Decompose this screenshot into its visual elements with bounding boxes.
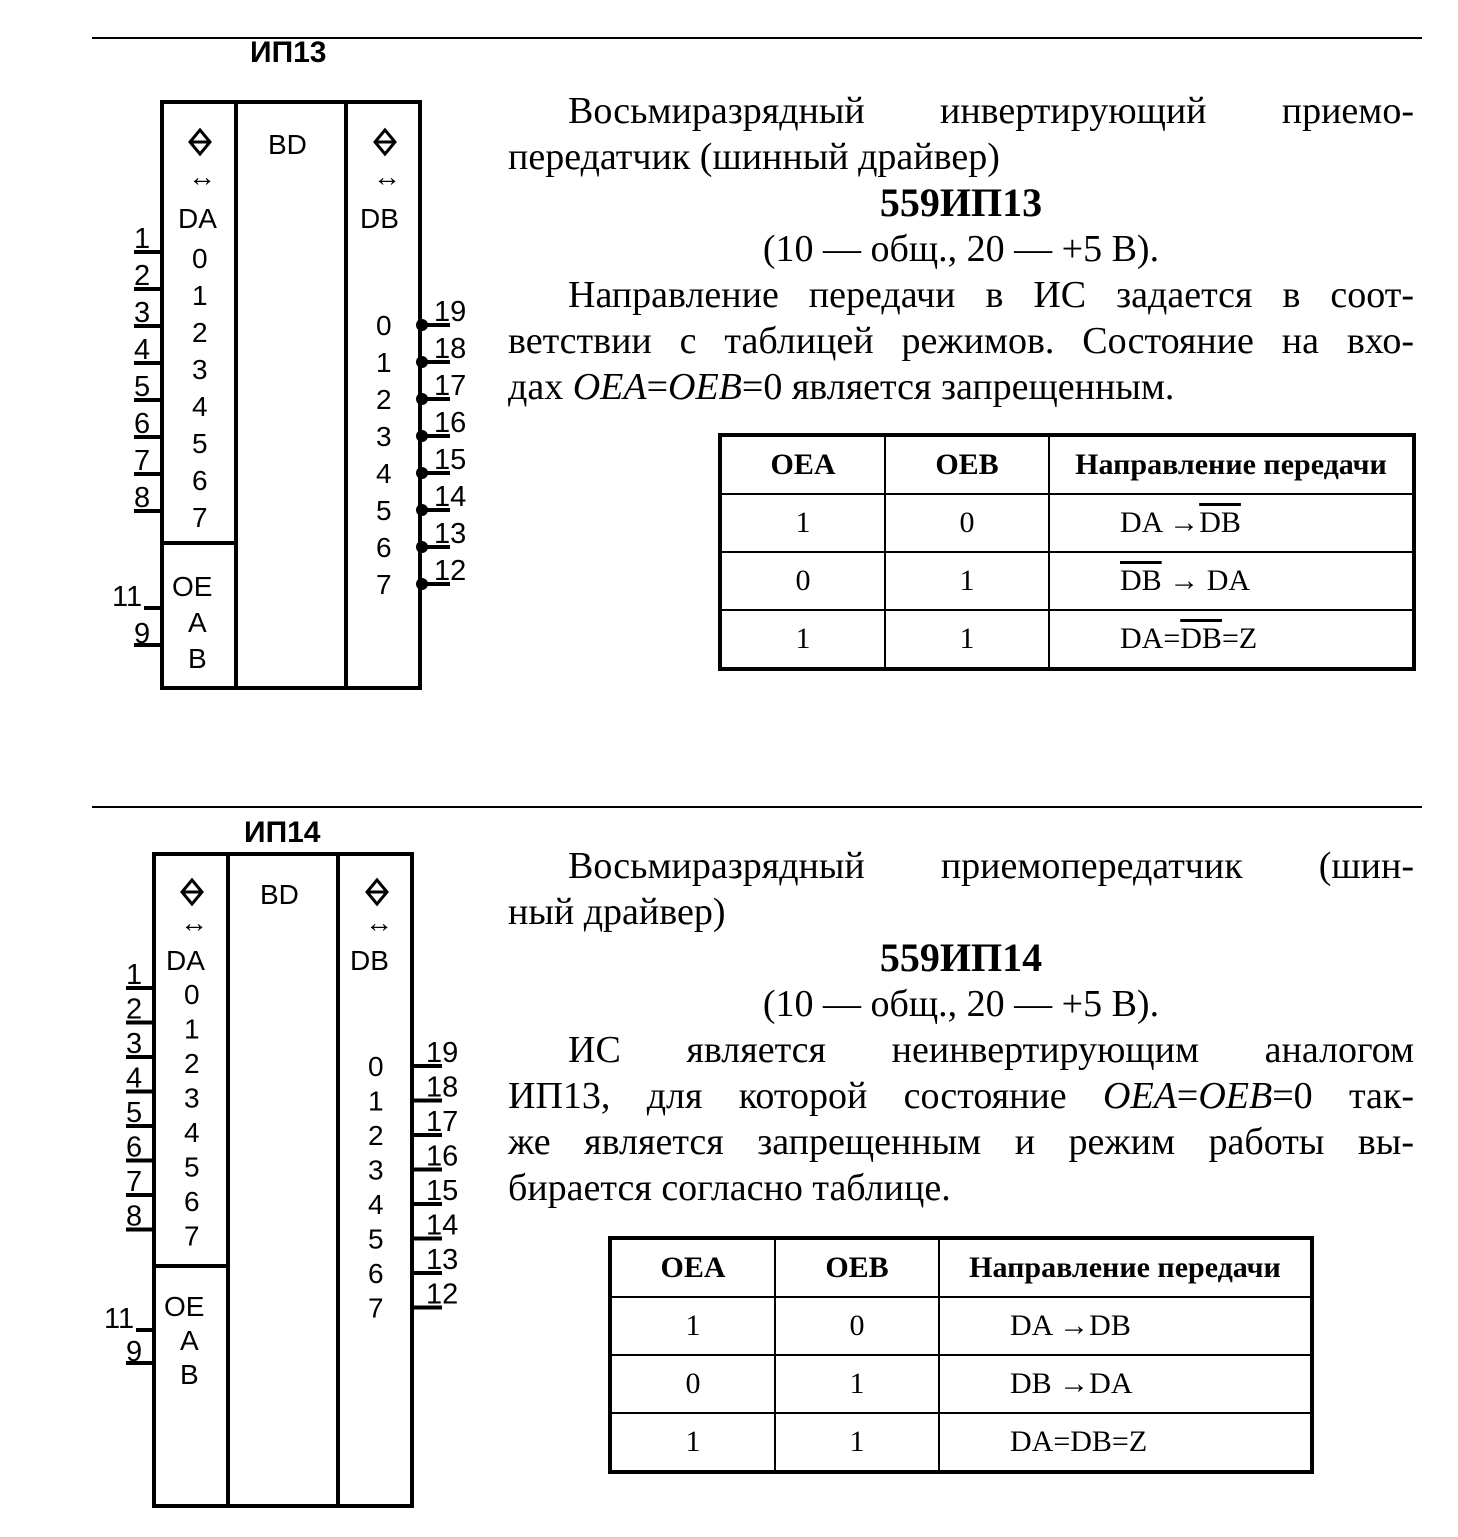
ip14-left-pin-3: 3 bbox=[126, 1028, 143, 1060]
ip14-da-bit-7: 7 bbox=[184, 1220, 200, 1252]
cell-direction: $DA=\overline{DB}=Z$ bbox=[1049, 610, 1414, 669]
ip13-pin-11: 11 bbox=[112, 581, 143, 613]
ip13-inversion-dot bbox=[416, 578, 428, 590]
ip14-db-bit-2: 2 bbox=[368, 1120, 384, 1151]
ip14-right-pin-19: 19 bbox=[426, 1037, 459, 1069]
ip13-inversion-dot bbox=[416, 356, 428, 368]
col-oea: OEA bbox=[610, 1238, 775, 1297]
ip14-right-pin-15: 15 bbox=[426, 1175, 459, 1207]
ip14-right-pin-18: 18 bbox=[426, 1071, 459, 1104]
ip14-right-pin-16: 16 bbox=[426, 1140, 459, 1173]
ip14-pin-11: 11 bbox=[104, 1303, 135, 1335]
table-row bbox=[610, 1355, 1312, 1413]
ip14-right-pin-13: 13 bbox=[426, 1244, 459, 1276]
cell-direction: $\overline{DB}$ → DA bbox=[1049, 552, 1414, 610]
table-row bbox=[720, 552, 1414, 610]
ip14-left-pin-7: 7 bbox=[126, 1166, 143, 1198]
ip13-db-bit-7: 7 bbox=[376, 569, 392, 600]
ip13-da-bit-1: 1 bbox=[192, 280, 208, 311]
table-row bbox=[720, 610, 1414, 669]
table-row bbox=[610, 1413, 1312, 1472]
cell-oea: 1 bbox=[720, 610, 885, 669]
ip13-inversion-dot bbox=[416, 430, 428, 442]
ip14-mode-table bbox=[608, 1236, 1314, 1474]
ip13-da-bus-symbol bbox=[190, 130, 210, 154]
ip13-desc-line1: Восьмиразрядный инвертирующий приемо- bbox=[568, 90, 1414, 132]
ip13-inversion-dot bbox=[416, 319, 428, 331]
ip13-oe-a-label: A bbox=[188, 607, 207, 638]
ip13-note-line1: Направление передачи в ИС задается в соот- bbox=[568, 274, 1414, 316]
col-direction: Направление передачи bbox=[1049, 435, 1414, 494]
ip13-da-bit-3: 3 bbox=[192, 354, 208, 385]
ip14-db-bit-1: 1 bbox=[368, 1085, 384, 1117]
ip13-db-bit-0: 0 bbox=[376, 310, 392, 341]
ip14-db-bit-4: 4 bbox=[368, 1189, 384, 1220]
ip14-da-bit-0: 0 bbox=[184, 979, 200, 1010]
cell-oeb: 1 bbox=[775, 1413, 939, 1472]
ip14-right-pin-14: 14 bbox=[426, 1209, 459, 1242]
cell-oea: 1 bbox=[720, 494, 885, 552]
table-header-row bbox=[720, 435, 1414, 494]
ip13-db-label: DB bbox=[360, 203, 399, 234]
ip13-da-bit-2: 2 bbox=[192, 317, 208, 348]
table-row bbox=[610, 1297, 1312, 1355]
ip13-mode-table bbox=[718, 433, 1416, 671]
top-rule bbox=[92, 37, 1422, 39]
ip13-right-pin-19: 19 bbox=[434, 296, 467, 328]
ip14-oe-a-label: A bbox=[180, 1325, 199, 1356]
ip13-power-pins: (10 — общ., 20 — +5 В). bbox=[762, 228, 1160, 270]
col-oeb: OEB bbox=[775, 1238, 939, 1297]
ip13-right-pin-12: 12 bbox=[434, 555, 467, 587]
cell-oea: 0 bbox=[610, 1355, 775, 1413]
ip13-right-pin-14: 14 bbox=[434, 481, 467, 513]
ip13-left-pin-6: 6 bbox=[134, 408, 151, 440]
ip14-note-line2: ИП13, для которой состояние OEA=OEB=0 так- bbox=[508, 1075, 1414, 1117]
ip14-da-bit-2: 2 bbox=[184, 1048, 200, 1079]
ip14-db-bit-3: 3 bbox=[368, 1154, 384, 1186]
col-oea: OEA bbox=[720, 435, 885, 494]
ip13-db-bit-1: 1 bbox=[376, 347, 392, 378]
ip14-da-bus-symbol bbox=[182, 880, 202, 904]
ip13-chip-diagram bbox=[100, 40, 520, 740]
ip13-da-bit-0: 0 bbox=[192, 243, 208, 274]
ip13-left-pin-5: 5 bbox=[134, 371, 151, 403]
ip14-right-pin-12: 12 bbox=[426, 1278, 459, 1311]
ip13-desc-line2: передатчик (шинный драйвер) bbox=[508, 136, 1000, 178]
ip14-db-bit-0: 0 bbox=[368, 1051, 384, 1082]
cell-oeb: 0 bbox=[775, 1297, 939, 1355]
ip14-oe-label: OE bbox=[164, 1291, 205, 1322]
ip13-inversion-dot bbox=[416, 393, 428, 405]
cell-oea: 1 bbox=[610, 1297, 775, 1355]
ip13-right-pin-15: 15 bbox=[434, 444, 467, 476]
ip13-inversion-dot bbox=[416, 504, 428, 516]
ip14-right-pin-17: 17 bbox=[426, 1106, 459, 1138]
ip14-desc-line2: ный драйвер) bbox=[508, 891, 726, 933]
ip14-left-pin-6: 6 bbox=[126, 1131, 143, 1164]
cell-oeb: 0 bbox=[885, 494, 1049, 552]
ip14-oe-b-label: B bbox=[180, 1359, 199, 1390]
cell-oeb: 1 bbox=[885, 552, 1049, 610]
ip14-db-arrow-icon: ↔ bbox=[365, 907, 393, 938]
ip13-da-bit-5: 5 bbox=[192, 428, 208, 459]
cell-oeb: 1 bbox=[775, 1355, 939, 1413]
ip14-power-pins: (10 — общ., 20 — +5 В). bbox=[762, 983, 1160, 1025]
ip13-chip-label: ИП13 bbox=[250, 40, 327, 69]
middle-rule bbox=[92, 806, 1422, 808]
ip13-da-label: DA bbox=[178, 203, 217, 234]
ip13-right-pin-18: 18 bbox=[434, 333, 467, 365]
ip14-left-pin-4: 4 bbox=[126, 1062, 143, 1095]
cell-oea: 0 bbox=[720, 552, 885, 610]
ip14-left-pin-1: 1 bbox=[126, 959, 143, 991]
ip13-description bbox=[508, 88, 1414, 410]
ip14-da-bit-6: 6 bbox=[184, 1186, 200, 1217]
ip13-db-bit-5: 5 bbox=[376, 495, 392, 526]
ip14-db-bus-symbol bbox=[367, 880, 387, 904]
ip14-db-label: DB bbox=[350, 945, 389, 976]
ip13-db-arrow-icon: ↔ bbox=[373, 161, 401, 192]
ip14-note-line1: ИС является неинвертирующим аналогом bbox=[568, 1029, 1414, 1071]
ip13-oe-b-label: B bbox=[188, 643, 207, 674]
col-direction: Направление передачи bbox=[939, 1238, 1312, 1297]
ip14-db-bit-5: 5 bbox=[368, 1223, 384, 1255]
ip14-chip-diagram bbox=[92, 810, 512, 1510]
ip14-note-line3: же является запрещенным и режим работы вы- bbox=[508, 1121, 1414, 1163]
ip14-da-bit-3: 3 bbox=[184, 1082, 200, 1114]
ip13-left-pin-3: 3 bbox=[134, 297, 151, 329]
ip13-left-pin-4: 4 bbox=[134, 334, 151, 366]
table-row bbox=[720, 494, 1414, 552]
ip14-left-pin-5: 5 bbox=[126, 1097, 143, 1129]
ip13-right-pin-13: 13 bbox=[434, 518, 467, 550]
ip14-da-label: DA bbox=[166, 945, 205, 976]
cell-direction: DB →DA bbox=[939, 1355, 1312, 1413]
ip13-da-bit-6: 6 bbox=[192, 465, 208, 496]
ip13-right-pin-16: 16 bbox=[434, 407, 467, 439]
ip13-db-bus-symbol bbox=[375, 130, 395, 154]
ip13-bd-label: BD bbox=[268, 129, 307, 160]
cell-oeb: 1 bbox=[885, 610, 1049, 669]
ip13-da-bit-7: 7 bbox=[192, 502, 208, 533]
ip13-db-bit-3: 3 bbox=[376, 421, 392, 452]
ip14-db-bit-6: 6 bbox=[368, 1258, 384, 1289]
ip14-da-bit-5: 5 bbox=[184, 1151, 200, 1183]
ip13-note-line3: дах OEA=OEB=0 является запрещенным. bbox=[508, 366, 1175, 408]
ip13-pin-9: 9 bbox=[134, 618, 151, 650]
ip14-da-bit-4: 4 bbox=[184, 1117, 200, 1148]
ip13-left-pin-1: 1 bbox=[134, 223, 151, 255]
ip14-da-arrow-icon: ↔ bbox=[180, 907, 208, 938]
ip13-note-line2: ветствии с таблицей режимов. Состояние на вхо- bbox=[508, 320, 1414, 362]
ip14-note-line4: бирается согласно таблице. bbox=[508, 1167, 951, 1209]
ip14-desc-line1: Восьмиразрядный приемопередатчик (шин- bbox=[568, 845, 1414, 887]
ip14-left-pin-8: 8 bbox=[126, 1200, 143, 1233]
ip14-bd-label: BD bbox=[260, 879, 299, 910]
ip14-left-pin-2: 2 bbox=[126, 993, 143, 1026]
ip13-da-arrow-icon: ↔ bbox=[188, 161, 216, 192]
ip13-right-pin-17: 17 bbox=[434, 370, 467, 402]
ip13-da-bit-4: 4 bbox=[192, 391, 208, 422]
ip14-da-bit-1: 1 bbox=[184, 1013, 200, 1045]
ip14-part-number: 559ИП14 bbox=[879, 935, 1043, 980]
ip13-db-bit-4: 4 bbox=[376, 458, 392, 489]
ip14-chip-label: ИП14 bbox=[244, 816, 321, 849]
ip14-description bbox=[508, 843, 1414, 1211]
ip13-oe-label: OE bbox=[172, 571, 213, 602]
cell-direction: DA=DB=Z bbox=[939, 1413, 1312, 1472]
ip14-db-bit-7: 7 bbox=[368, 1292, 384, 1324]
cell-direction: DA →DB bbox=[939, 1297, 1312, 1355]
ip13-left-pin-8: 8 bbox=[134, 482, 151, 514]
ip13-left-pin-7: 7 bbox=[134, 445, 151, 477]
cell-direction: DA $\to\overline{DB}$ bbox=[1049, 494, 1414, 552]
ip13-db-bit-2: 2 bbox=[376, 384, 392, 415]
ip13-inversion-dot bbox=[416, 467, 428, 479]
col-oeb: OEB bbox=[885, 435, 1049, 494]
cell-oea: 1 bbox=[610, 1413, 775, 1472]
ip13-inversion-dot bbox=[416, 541, 428, 553]
ip14-pin-9: 9 bbox=[126, 1336, 143, 1368]
table-header-row bbox=[610, 1238, 1312, 1297]
ip13-db-bit-6: 6 bbox=[376, 532, 392, 563]
ip13-part-number: 559ИП13 bbox=[879, 180, 1043, 225]
ip13-left-pin-2: 2 bbox=[134, 260, 151, 292]
